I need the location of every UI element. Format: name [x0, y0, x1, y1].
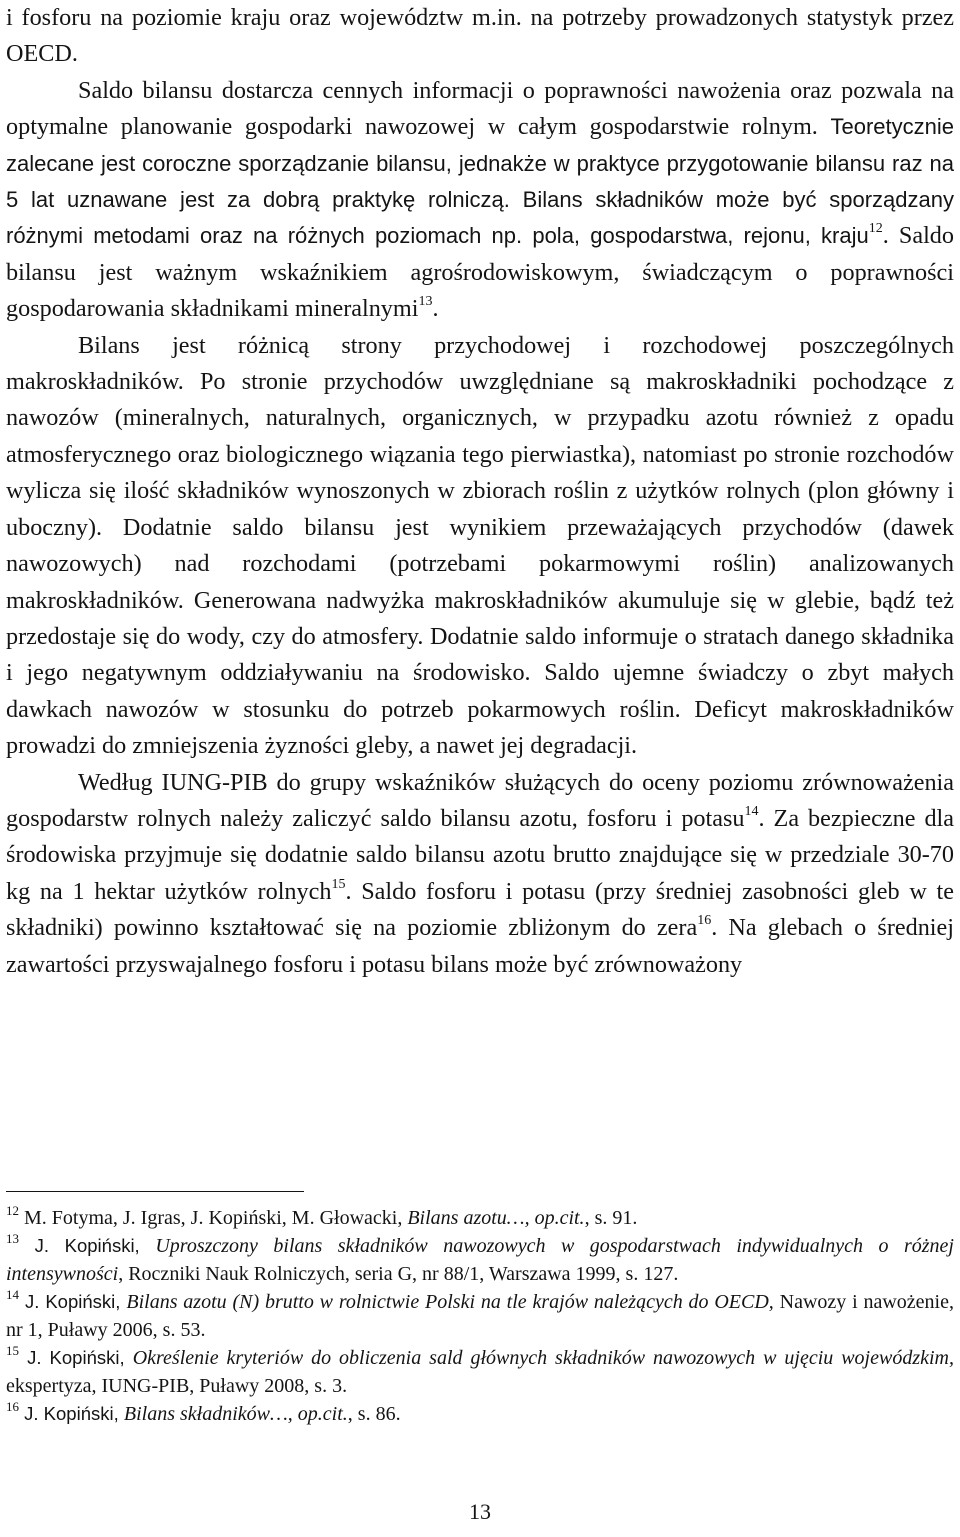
footnote-ref: 15 [331, 876, 346, 892]
footnote-ref: 13 [6, 1231, 19, 1247]
footnote-ref: 12 [868, 221, 883, 237]
text-run: . Za bezpieczne dla środowiska przyjmuje się dodatnie saldo bilansu azotu brutto znajdujące się w przedziale 30-70 kg na 1 hektar użytków rolnych [6, 804, 954, 905]
page-number: 13 [469, 1499, 491, 1524]
footnote-ref: 12 [6, 1203, 19, 1219]
footnote-15 [6, 1344, 954, 1400]
text-run: Nawozy i nawożenie, nr 1, Puławy 2006, s. 53. [6, 1291, 954, 1341]
text-run: J. Kopiński, [19, 1347, 133, 1368]
text-run: i fosforu na poziomie kraju oraz województw m.in. na potrzeby prowadzonych statystyk przez OECD. [6, 4, 954, 68]
text-run: , s. 91. [584, 1207, 638, 1229]
text-run: Teoretycznie zalecane jest coroczne sporządzanie bilansu, jednakże w praktyce przygotowanie bilansu raz na 5 lat uznawane jest za dobrą praktykę rolniczą. Bilans składników może być sporządzany różnymi metodami oraz na różnych poziomach np. pola, gospodarstwa, rejonu, kraju [6, 114, 954, 249]
paragraph-1 [6, 0, 954, 73]
paragraph-2 [6, 73, 954, 328]
document-page [6, 0, 954, 983]
text-run: J. Kopiński, [19, 1291, 127, 1312]
text-run: J. Kopiński, [19, 1235, 156, 1256]
footnote-ref: 14 [6, 1287, 19, 1303]
footnote-ref: 16 [697, 913, 712, 929]
text-run: Bilans jest różnicą strony przychodowej i rozchodowej poszczególnych makroskładników. Po stronie przychodów uwzględniane są makroskładniki pochodzące z nawozów (mineralnych, naturalnych, organicznych, w przypadku azotu również z opadu atmosferycznego oraz biologicznego wiązania tego pierwiastka), natomiast po stronie rozchodów wylicza się ilość składników wynoszonych w zbiorach roślin z użytków rolnych (plon główny i uboczny). Dodatnie saldo bilansu jest wynikiem przeważających przychodów (dawek nawozowych) nad rozchodami (potrzebami pokarmowymi roślin) analizowanych makroskładników. Generowana nadwyżka makroskładników akumuluje się w glebie, bądź też przedostaje się do wody, czy do atmosfery. Dodatnie saldo informuje o stratach danego składnika i jego negatywnym oddziaływaniu na środowisko. Saldo ujemne świadczy o zbyt małych dawkach nawozów w stosunku do potrzeb pokarmowych roślin. Deficyt makroskładników prowadzi do zmniejszenia żyzności gleby, a nawet jej degradacji. [6, 331, 954, 760]
text-run: J. Kopiński, [19, 1403, 124, 1424]
text-run: ekspertyza, IUNG-PIB, Puławy 2008, s. 3. [6, 1375, 348, 1397]
text-run: Według IUNG-PIB do grupy wskaźników służących do oceny poziomu zrównoważenia gospodarstw rolnych należy zaliczyć saldo bilansu azotu, fosforu i potasu [6, 768, 954, 832]
text-run: Saldo bilansu dostarcza cennych informacji o poprawności nawożenia oraz pozwala na optymalne planowanie gospodarki nawozowej w całym gospodarstwie rolnym. [6, 76, 954, 141]
paragraph-4 [6, 765, 954, 983]
text-run: . Saldo bilansu jest ważnym wskaźnikiem agrośrodowiskowym, świadczącym o poprawności gospodarowania składnikami mineralnymi [6, 222, 954, 323]
text-run: , s. 86. [347, 1403, 401, 1425]
body-text [6, 0, 954, 983]
italic-title: Bilans składników…, op.cit. [123, 1403, 348, 1425]
footnote-separator [6, 1191, 304, 1192]
text-run: . Saldo fosforu i potasu (przy średniej zasobności gleb w te składniki) powinno kształtować się na poziomie zbliżonym do zera [6, 877, 954, 942]
footnote-14 [6, 1288, 954, 1344]
text-run: . Na glebach o średniej zawartości przyswajalnego fosforu i potasu bilans może być zrównoważony [6, 914, 954, 978]
italic-title: Bilans azotu…, op.cit. [407, 1207, 585, 1229]
text-run: , Roczniki Nauk Rolniczych, seria G, nr 88/1, Warszawa 1999, s. 127. [118, 1263, 679, 1285]
footnote-12 [6, 1204, 954, 1232]
text-run: . [432, 295, 439, 323]
paragraph-3 [6, 328, 954, 765]
footnote-ref: 16 [6, 1399, 19, 1415]
italic-title: Określenie kryteriów do obliczenia sald głównych składników nawozowych w ujęciu wojewódzkim, [132, 1347, 954, 1369]
italic-title: Bilans azotu (N) brutto w rolnictwie Polski na tle krajów należących do OECD, [126, 1291, 774, 1313]
italic-title: Uproszczony bilans składników nawozowych w gospodarstwach indywidualnych o różnej intensywności [6, 1235, 954, 1285]
footnote-16 [6, 1400, 954, 1428]
footnotes [6, 1204, 954, 1428]
text-run: M. Fotyma, J. Igras, J. Kopiński, M. Głowacki, [19, 1207, 408, 1229]
footnote-ref: 13 [418, 294, 433, 310]
footnote-ref: 15 [6, 1343, 19, 1359]
footnote-13 [6, 1232, 954, 1288]
footnote-ref: 14 [744, 803, 759, 819]
